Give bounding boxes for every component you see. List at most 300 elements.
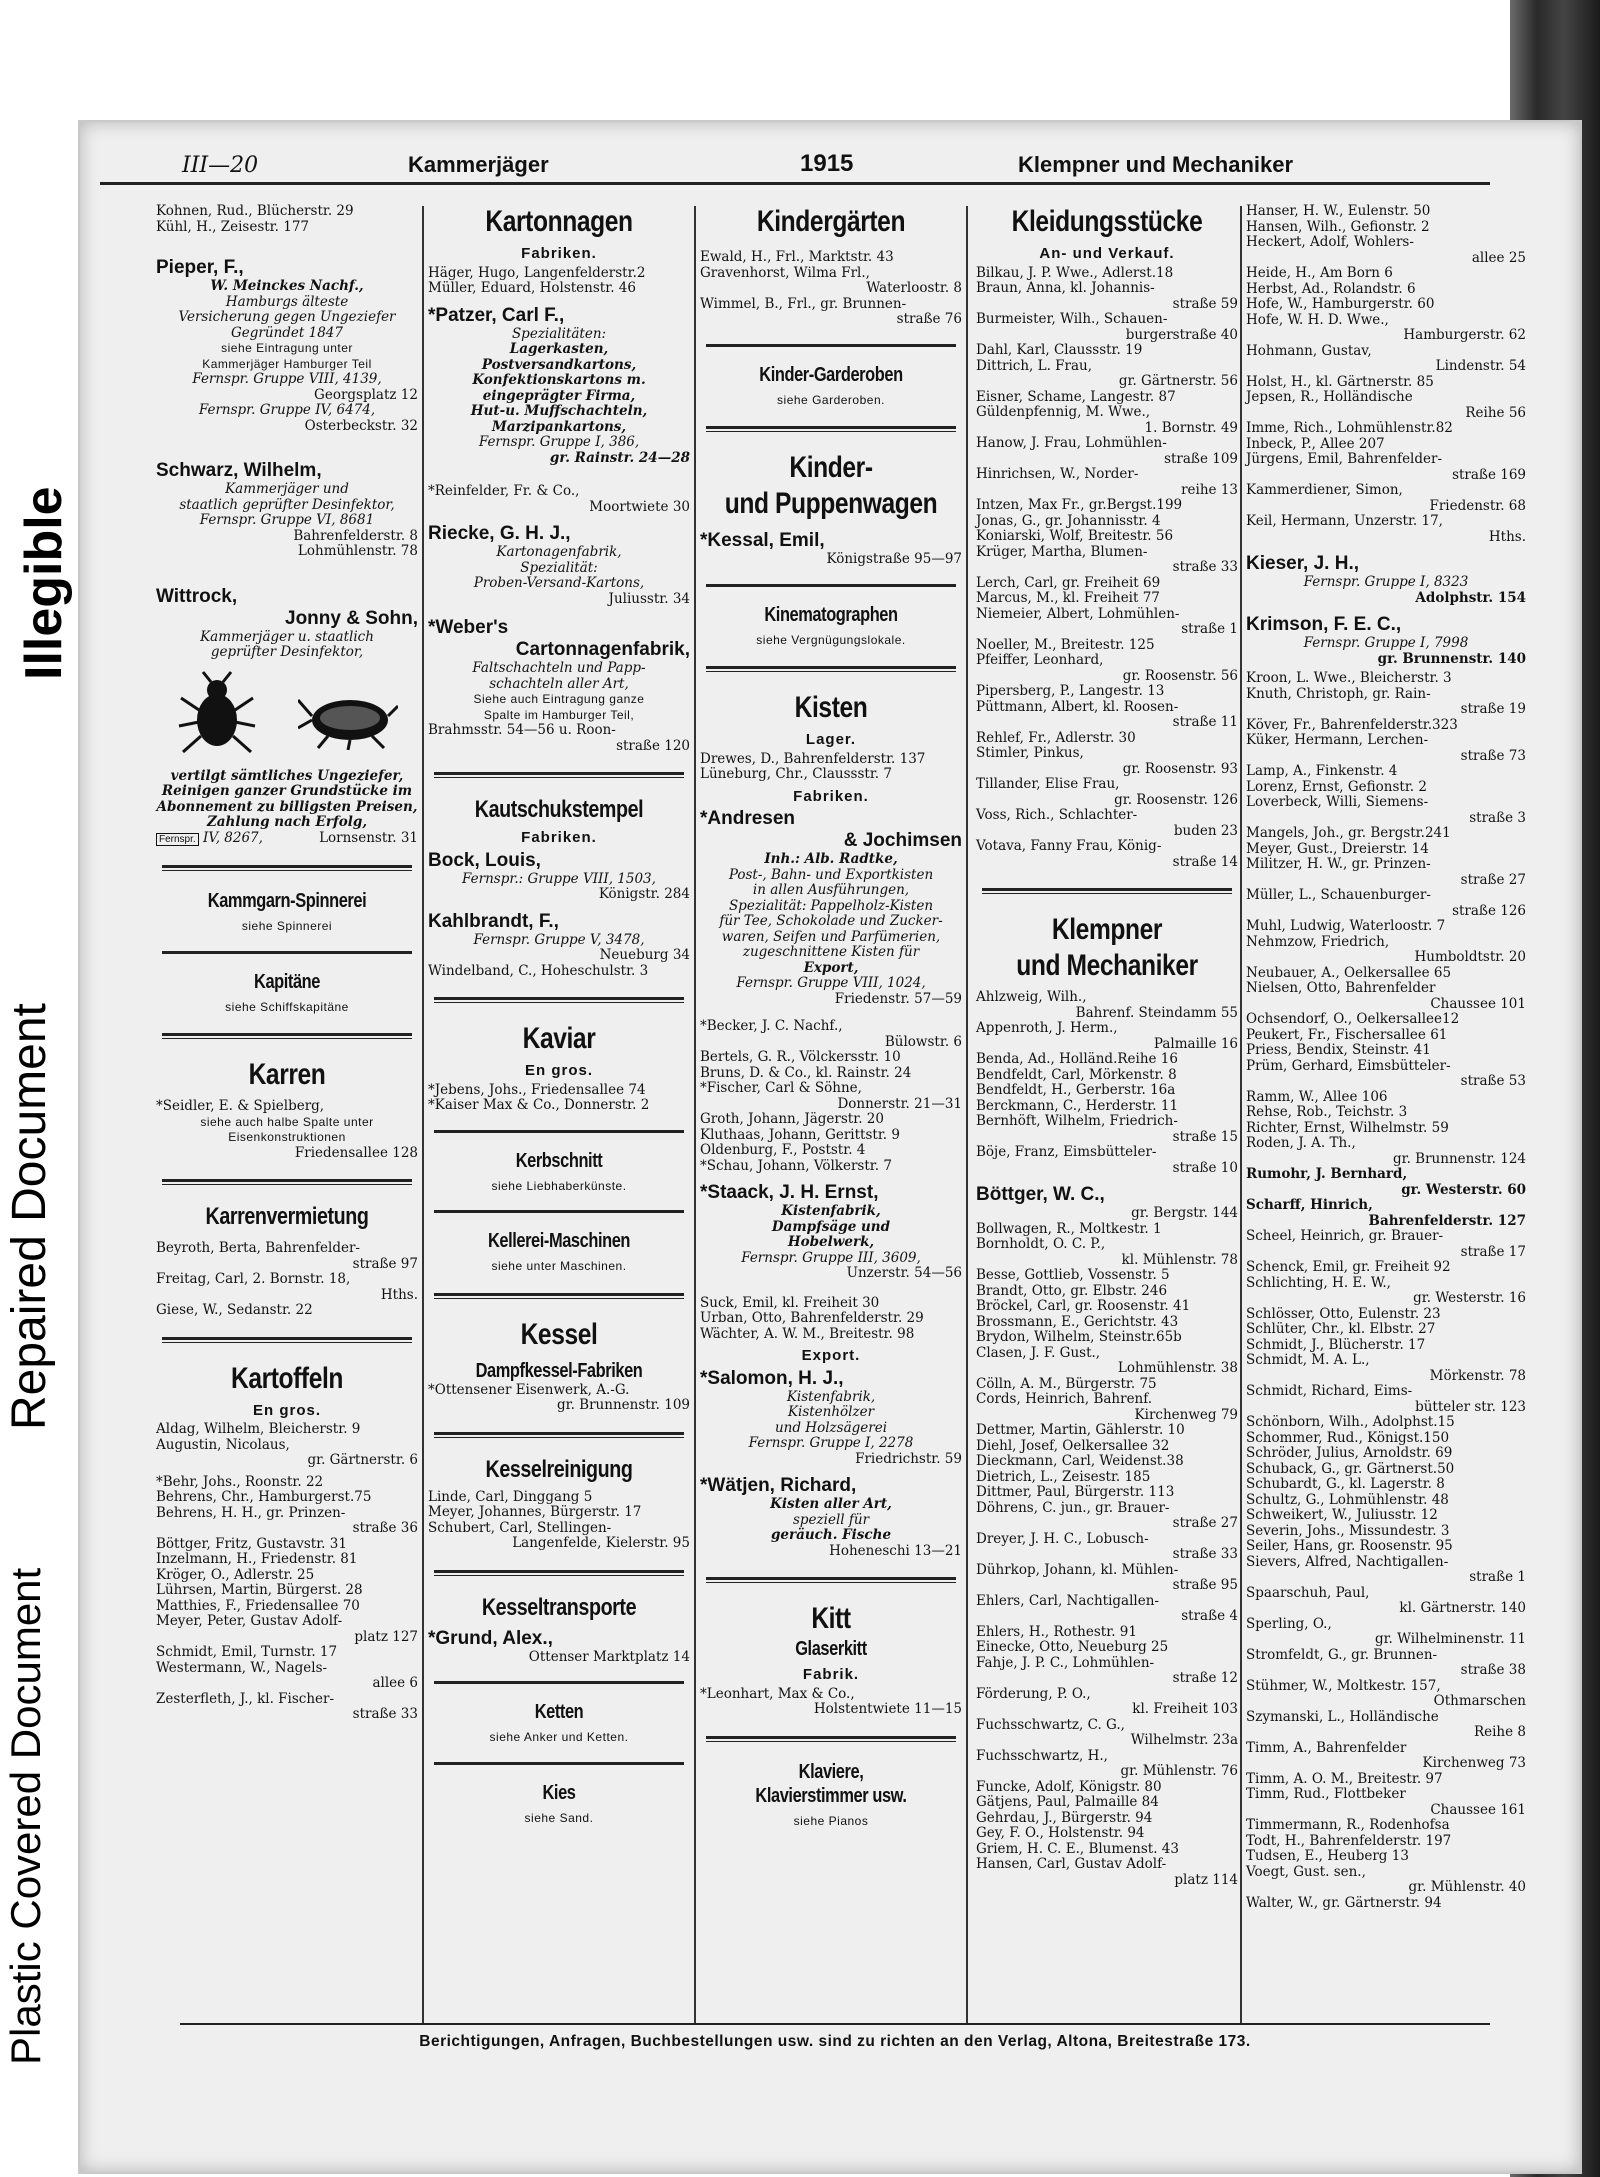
section-title-kellerei: Kellerei-Maschinen [487, 1230, 631, 1252]
listing-desc: Lagerkasten, [509, 341, 609, 357]
listing-line: straße 27 [1172, 1515, 1238, 1531]
listing-line: Tudsen, E., Heuberg 13 [1246, 1848, 1409, 1864]
listing-address: Brahmsstr. 54—56 u. Roon- [428, 722, 616, 738]
section-see: siehe Anker und Ketten. [489, 1730, 629, 1744]
listing-line: Schubardt, G., kl. Lagerstr. 8 [1246, 1476, 1445, 1492]
listing-line: Timm, Rud., Flottbeker [1246, 1786, 1406, 1802]
listing-line: Gehrdau, J., Bürgerstr. 94 [976, 1809, 1153, 1826]
listing-line: Schönborn, Wilh., Adolphst.15 [1246, 1414, 1455, 1430]
section-see: siehe Schiffskapitäne [225, 999, 349, 1014]
listing-see: Eisenkonstruktionen [228, 1130, 346, 1144]
listing-desc: Konfektionskartons m. [472, 372, 646, 388]
listing-line: platz 127 [354, 1628, 418, 1645]
listing-see: Kammerjäger Hamburger Teil [202, 356, 372, 371]
listing-address: Friedrichstr. 59 [855, 1450, 962, 1467]
section-title-kindergarderoben: Kinder-Garderoben [759, 363, 903, 386]
listing-line: Seiler, Hans, gr. Roosenstr. 95 [1246, 1538, 1453, 1554]
column-2 [428, 204, 690, 2026]
listing-desc: Abonnement zu billigsten Preisen, [156, 798, 418, 815]
beetle-icon [177, 670, 257, 760]
listing-line: Lindenstr. 54 [1435, 358, 1526, 374]
listing-desc: geprüfter Desinfektor, [210, 644, 364, 660]
listing-line: Bröckel, Carl, gr. Roosenstr. 41 [976, 1298, 1191, 1314]
listing-line: straße 97 [352, 1255, 418, 1272]
listing-address: straße 120 [616, 737, 690, 754]
section-title-kartoffeln: Kartoffeln [230, 1361, 344, 1395]
listing-desc: Kistenfabrik, [781, 1203, 881, 1219]
listing-line: reihe 13 [1181, 481, 1238, 498]
listing-name: *Andresen [700, 808, 796, 829]
listing-line: Lerch, Carl, gr. Freiheit 69 [976, 574, 1161, 591]
section-title-kinderwagen: Kinder- [789, 451, 873, 484]
listing-line: Mangels, Joh., gr. Bergstr.241 [1246, 825, 1451, 841]
section-title-kautschukstempel: Kautschukstempel [474, 796, 644, 823]
listing-line: straße 109 [1164, 450, 1238, 467]
listing-line: Beyroth, Berta, Bahrenfelder- [156, 1240, 360, 1256]
listing-line: allee 25 [1471, 249, 1526, 266]
listing-line: Inzelmann, H., Friedenstr. 81 [156, 1551, 358, 1567]
listing-name: Riecke, G. H. J., [428, 523, 571, 544]
listing-address: Lohmühlenstr. 78 [297, 543, 418, 559]
listing-line: Hamburgerstr. 62 [1403, 327, 1526, 343]
listing-line: Gravenhorst, Wilma Frl., [700, 264, 870, 281]
listing-line: Kirchenweg 79 [1134, 1406, 1238, 1423]
listing-name: Krimson, F. E. C., [1246, 614, 1402, 635]
listing-line: Neubauer, A., Oelkersallee 65 [1246, 964, 1452, 981]
listing-address: Adolphstr. 154 [1415, 589, 1526, 606]
listing-address: Königstr. 284 [598, 886, 690, 902]
listing-line: Püttmann, Albert, kl. Roosen- [976, 698, 1179, 715]
listing-line: straße 53 [1460, 1073, 1526, 1089]
listing-desc: Faltschachteln und Papp- [472, 660, 646, 676]
listing-line: straße 12 [1172, 1670, 1238, 1686]
listing-line: Reihe 8 [1473, 1724, 1526, 1740]
listing-line: Sievers, Alfred, Nachtigallen- [1246, 1553, 1449, 1570]
section-subtitle: Fabriken. [521, 829, 597, 846]
listing-line: Schommer, Rud., Königst.150 [1246, 1429, 1450, 1446]
listing-line: Cords, Heinrich, Bahrenf. [976, 1391, 1153, 1407]
listing-line: Scheel, Heinrich, gr. Brauer- [1246, 1228, 1444, 1244]
listing-desc: Hut-u. Muffschachteln, [470, 403, 648, 419]
listing-line: Jepsen, R., Holländische [1246, 389, 1413, 405]
listing-line: Szymanski, L., Holländische [1246, 1708, 1439, 1725]
listing-waetjen [700, 1475, 962, 1559]
listing-line: Gätjens, Paul, Palmaille 84 [976, 1794, 1159, 1810]
listing-line: Keil, Hermann, Unzerstr. 17, [1246, 513, 1443, 529]
listing-name: *Grund, Alex., [428, 1627, 553, 1649]
listing-line: Schlüter, Chr., kl. Elbstr. 27 [1246, 1321, 1436, 1337]
listing-line: Imme, Rich., Lohmühlenstr.82 [1246, 420, 1453, 436]
listing-desc: geräuch. Fische [770, 1527, 892, 1543]
listing-address: Hoheneschi 13—21 [829, 1542, 962, 1559]
listing-line: Votava, Fanny Frau, König- [976, 838, 1162, 854]
section-subtitle: Fabriken. [793, 787, 869, 805]
listing-line: kl. Freiheit 103 [1132, 1701, 1238, 1717]
listing-line: straße 19 [1460, 701, 1526, 717]
listing-line: allee 6 [372, 1675, 418, 1691]
listing-line: Besse, Gottlieb, Vossenstr. 5 [976, 1267, 1170, 1283]
listing-line: Pfeiffer, Leonhard, [976, 652, 1104, 668]
listing-line: Lamp, A., Finkenstr. 4 [1246, 763, 1398, 779]
listing-line: gr. Gärtnerstr. 56 [1118, 373, 1238, 389]
listing-line: Ramm, W., Allee 106 [1246, 1088, 1388, 1105]
listing-line: straße 33 [352, 1706, 418, 1722]
section-subtitle: Dampfkessel-Fabriken [475, 1359, 643, 1382]
listing-line: Stromfeldt, G., gr. Brunnen- [1246, 1646, 1438, 1663]
listing-line: gr. Roosenstr. 93 [1122, 760, 1238, 777]
listing-line: bütteler str. 123 [1415, 1398, 1526, 1415]
overlay-labels [0, 0, 80, 2177]
listing-line: straße 11 [1172, 714, 1238, 730]
section-see: siehe Pianos [793, 1813, 869, 1828]
listing-address: Königstraße 95—97 [826, 551, 962, 567]
listing-andresen [700, 808, 962, 1007]
listing-line: Bernhöft, Wilhelm, Friedrich- [976, 1113, 1178, 1129]
listing-line: gr. Roosenstr. 126 [1114, 791, 1238, 808]
listing-line: Schultz, G., Lohmühlenstr. 48 [1246, 1491, 1449, 1508]
listing-line: Dreyer, J. H. C., Lobusch- [976, 1530, 1149, 1547]
kisten-list-2 [700, 1296, 962, 1343]
listing-line: straße 15 [1172, 1128, 1238, 1145]
listing-line: Griem, H. C. E., Blumenst. 43 [976, 1840, 1179, 1857]
listing-phone: IV, 8267, [202, 829, 263, 846]
listing-line: Heckert, Adolf, Wohlers- [1246, 234, 1414, 250]
section-title-kies: Kies [542, 1781, 576, 1804]
listing-line: Intzen, Max Fr., gr.Bergst.199 [976, 497, 1183, 513]
listing-line: Holst, H., kl. Gärtnerstr. 85 [1246, 373, 1434, 390]
listing-line: Bendfeldt, H., Gerberstr. 16a [976, 1082, 1176, 1098]
listing-line: gr. Brunnenstr. 109 [556, 1397, 690, 1413]
listing-line: Bilkau, J. P. Wwe., Adlerst.18 [976, 264, 1174, 281]
listing-line: gr. Mühlenstr. 40 [1408, 1879, 1526, 1895]
listing-phone: Fernspr. Gruppe VIII, 4139, [192, 371, 382, 387]
footer-notice: Berichtigungen, Anfragen, Buchbestellungen usw. sind zu richten an den Verlag, Altona, Breitestraße 173. [180, 2023, 1490, 2051]
listing-desc: Export, [803, 959, 859, 976]
listing-line: Noeller, M., Breitestr. 125 [976, 636, 1155, 653]
section-rule [162, 1337, 412, 1343]
section-title-klempner: Klempner [1051, 913, 1163, 946]
listing-desc: eingeprägter Firma, [482, 387, 636, 404]
listing-line: Groth, Johann, Jägerstr. 20 [700, 1111, 884, 1127]
listing-line: Drewes, D., Bahrenfelderstr. 137 [700, 750, 926, 767]
listing-line: straße 33 [1172, 559, 1238, 575]
listing-line: Freitag, Carl, 2. Bornstr. 18, [156, 1271, 351, 1287]
listing-address: gr. Brunnenstr. 140 [1377, 650, 1526, 667]
listing-line: Wächter, A. W. M., Breitestr. 98 [700, 1325, 915, 1342]
listing-line: *Fischer, Carl & Söhne, [700, 1080, 862, 1096]
listing-desc: Spezialität: Pappelholz-Kisten [728, 897, 934, 914]
listing-line: Hofe, W., Hamburgerstr. 60 [1246, 296, 1435, 312]
listing-line: Severin, Johs., Missundestr. 3 [1246, 1522, 1450, 1539]
listing-line: *Seidler, E. & Spielberg, [156, 1098, 325, 1114]
section-rule [706, 426, 956, 432]
listing-line: Spaarschuh, Paul, [1246, 1584, 1370, 1601]
section-title-kinematographen: Kinematographen [764, 603, 898, 626]
listing-line: Berckmann, C., Herderstr. 11 [976, 1097, 1179, 1114]
listing-line: Schmidt, Richard, Eims- [1246, 1383, 1413, 1399]
listing-desc: Fernspr. Gruppe VI, 8681 [199, 512, 375, 528]
listing-line: Oldenburg, F., Poststr. 4 [700, 1142, 866, 1158]
listing-line: Meyer, Johannes, Bürgerstr. 17 [428, 1504, 642, 1520]
listing-line: Westermann, W., Nagels- [156, 1659, 328, 1676]
listing-line: gr. Roosenstr. 56 [1122, 667, 1238, 684]
listing-line: straße 14 [1172, 853, 1238, 870]
section-title-kartonnagen: Kartonnagen [485, 205, 633, 238]
section-title-kleidungsstuecke: Kleidungsstücke [1011, 205, 1203, 238]
section-rule [434, 1210, 684, 1213]
col5-list [1246, 204, 1526, 545]
listing-line: Einecke, Otto, Neueburg 25 [976, 1639, 1169, 1655]
listing-desc: Gegründet 1847 [231, 324, 343, 341]
listing-line: Bülowstr. 6 [884, 1033, 962, 1050]
listing-reinfelder [428, 484, 690, 515]
listing-desc: für Tee, Schokolade und Zucker- [719, 913, 943, 929]
listing-address: gr. Rainstr. 24—28 [549, 449, 690, 466]
listing-desc: zugeschnittene Kisten für [742, 944, 920, 960]
listing-line: Niemeier, Albert, Lohmühlen- [976, 605, 1180, 622]
cockroach-icon [298, 680, 398, 750]
listing-desc: waren, Seifen und Parfümerien, [721, 928, 941, 945]
listing-desc: Kammerjäger u. staatlich [200, 628, 374, 645]
section-see: siehe Garderoben. [777, 392, 885, 407]
listing-name: Schwarz, Wilhelm, [156, 460, 322, 481]
listing-line: Todt, H., Bahrenfelderstr. 197 [1246, 1832, 1452, 1849]
listing-phone: Fernspr.: Gruppe VIII, 1503, [462, 870, 656, 887]
listing-line: Dieckmann, Carl, Weidenst.38 [976, 1453, 1184, 1469]
listing-line: Wilhelmstr. 23a [1130, 1732, 1238, 1748]
listing-salomon [700, 1368, 962, 1468]
listing-address: Bahrenfelderstr. 8 [293, 527, 418, 544]
listing-see: Siehe auch Eintragung ganze [473, 692, 645, 706]
listing-desc: speziell für [792, 1511, 870, 1528]
listing-riecke [428, 523, 690, 607]
section-title-ketten: Ketten [534, 1701, 584, 1723]
listing-phone-line [156, 831, 418, 848]
listing-line: Lorenz, Ernst, Gefionstr. 2 [1246, 778, 1427, 795]
phone-stamp: Fernspr. [156, 833, 199, 846]
listing-line: Sperling, O., [1246, 1615, 1332, 1632]
listing-line: Küker, Hermann, Lerchen- [1246, 732, 1429, 748]
section-rule [706, 1577, 956, 1583]
section-rule [982, 888, 1232, 894]
listing-line: Wimmel, B., Frl., gr. Brunnen- [700, 295, 907, 312]
listing-line: Benda, Ad., Holländ.Reihe 16 [976, 1051, 1178, 1067]
section-title-kisten: Kisten [794, 691, 868, 724]
listing-line: Reihe 56 [1465, 404, 1526, 421]
listing-line: Lohmühlenstr. 38 [1117, 1360, 1238, 1376]
listing-line: kl. Gärtnerstr. 140 [1399, 1600, 1526, 1616]
overlay-label-repaired: Repaired Document [3, 1003, 56, 1430]
listing-name: *Kessal, Emil, [700, 530, 825, 551]
listing-line: Voss, Rich., Schlachter- [976, 807, 1138, 823]
listing-name: Kieser, J. H., [1246, 553, 1360, 574]
listing-patzer [428, 305, 690, 467]
listing-phone: Fernspr. Gruppe VIII, 1024, [736, 975, 926, 991]
listing-line: Schuback, G., gr. Gärtnerst.50 [1246, 1460, 1455, 1477]
listing-phone: Fernspr. Gruppe I, 386, [478, 434, 640, 450]
karrenvermietung-list [156, 1241, 418, 1319]
listing-line: Schweikert, W., Juliusstr. 12 [1246, 1507, 1438, 1523]
section-rule [162, 1033, 412, 1039]
column-3 [700, 204, 962, 2026]
listing-line: Ehlers, H., Rothestr. 91 [976, 1623, 1137, 1640]
listing-desc: Hobelwerk, [787, 1234, 875, 1250]
listing-line: Chaussee 101 [1430, 995, 1526, 1012]
listing-line: Lührsen, Martin, Bürgerst. 28 [156, 1582, 363, 1598]
listing-line: Urban, Otto, Bahrenfelderstr. 29 [700, 1310, 924, 1326]
listing-line: *Jebens, Johs., Friedensallee 74 [428, 1081, 646, 1098]
listing-line: Schmidt, M. A. L., [1246, 1352, 1370, 1368]
listing-line: Behrens, Chr., Hamburgerst.75 [156, 1489, 372, 1505]
listing-line: Schenck, Emil, gr. Freiheit 92 [1246, 1259, 1451, 1275]
listing-line: *Behr, Johs., Roonstr. 22 [156, 1473, 324, 1490]
listing-line: Humboldtstr. 20 [1414, 949, 1526, 965]
section-title-kitt: Kitt [811, 1602, 851, 1635]
listing-line: Lüneburg, Chr., Claussstr. 7 [700, 766, 892, 782]
listing-line: Hanser, H. W., Eulenstr. 50 [1246, 203, 1431, 219]
listing-desc: Post-, Bahn- und Exportkisten [728, 866, 934, 883]
listing-schwarz [156, 460, 418, 560]
listing-line: Knuth, Christoph, gr. Rain- [1246, 685, 1431, 702]
section-title-kesseltransporte: Kesseltransporte [481, 1593, 637, 1621]
listing-name: & Jochimsen [843, 830, 962, 851]
listing-line: Hansen, Wilh., Gefionstr. 2 [1246, 218, 1430, 235]
listing-desc: Dampfsäge und [771, 1218, 891, 1235]
listing-line: platz 114 [1174, 1871, 1238, 1888]
section-title-kerbschnitt: Kerbschnitt [515, 1149, 603, 1172]
listing-line: Priess, Bendix, Steinstr. 41 [1246, 1042, 1431, 1058]
listing-line: Eisner, Schame, Langestr. 87 [976, 388, 1176, 405]
listing-line: Tillander, Elise Frau, [976, 776, 1120, 792]
listing-address: Bahrenfelderstr. 127 [1368, 1212, 1526, 1229]
section-rule [434, 1681, 684, 1684]
listing-line: Müller, Eduard, Holstenstr. 46 [428, 280, 636, 296]
listing-line: burgerstraße 40 [1125, 326, 1238, 343]
column-5 [1246, 204, 1526, 2026]
listing-name: *Patzer, Carl F., [428, 304, 565, 326]
listing-line: Krüger, Martha, Blumen- [976, 543, 1148, 560]
listing-line: Meyer, Gust., Dreierstr. 14 [1246, 840, 1429, 857]
listing-line: kl. Mühlenstr. 78 [1121, 1251, 1238, 1268]
listing-line: Braun, Anna, kl. Johannis- [976, 280, 1155, 296]
page-number: III—20 [182, 153, 259, 178]
section-title-klempner: und Mechaniker [1016, 949, 1198, 982]
listing-line: Kirchenweg 73 [1422, 1755, 1526, 1771]
listing-name: Bock, Louis, [428, 849, 541, 871]
overlay-label-plastic: Plastic Covered Document [2, 1567, 49, 2065]
listing-line: Fuchsschwartz, C. G., [976, 1716, 1125, 1733]
section-subtitle: En gros. [524, 1062, 593, 1079]
listing-line: Bornholdt, O. C. P., [976, 1236, 1106, 1252]
listing-line: Burmeister, Wilh., Schauen- [976, 311, 1168, 327]
listing-line: Diehl, Josef, Oelkersallee 32 [976, 1437, 1170, 1454]
listing-line: Böje, Franz, Eimsbütteler- [976, 1144, 1157, 1160]
section-title-klaviere: Klaviere, [798, 1760, 864, 1783]
column-1 [156, 204, 418, 2026]
listing-line: straße 169 [1452, 466, 1526, 483]
listing-phone: Fernspr. Gruppe III, 3609, [741, 1249, 921, 1266]
column-divider [422, 206, 424, 2024]
listing-line: Peukert, Fr., Fischersallee 61 [1246, 1026, 1448, 1043]
section-rule [706, 344, 956, 347]
listing-line: straße 10 [1172, 1159, 1238, 1176]
listing-line: Häger, Hugo, Langenfelderstr.2 [428, 264, 646, 281]
section-rule [706, 666, 956, 672]
section-rule [162, 951, 412, 954]
listing-line: Loverbeck, Willi, Siemens- [1246, 794, 1429, 810]
listing-line: Nielsen, Otto, Bahrenfelder [1246, 980, 1436, 996]
listing-address: gr. Bergstr. 144 [1131, 1205, 1238, 1221]
listing-line: Cölln, A. M., Bürgerstr. 75 [976, 1375, 1157, 1392]
listing-line: Fuchsschwartz, H., [976, 1747, 1108, 1764]
listing-line: gr. Wilhelminenstr. 11 [1374, 1631, 1526, 1647]
listing-line: Prüm, Gerhard, Eimsbütteler- [1246, 1057, 1451, 1074]
listing-line: Voegt, Gust. sen., [1246, 1863, 1366, 1880]
listing-name: Kahlbrandt, F., [428, 910, 559, 932]
listing-name: Böttger, W. C., [976, 1184, 1105, 1205]
section-rule [434, 1293, 684, 1299]
column-divider [966, 206, 968, 2024]
listing-desc: Spezialität: [520, 559, 598, 576]
listing-address: gr. Westerstr. 60 [1401, 1181, 1526, 1198]
listing-line: Kluthaas, Johann, Gerittstr. 9 [700, 1126, 900, 1143]
listing-line: Linde, Carl, Dinggang 5 [428, 1488, 593, 1505]
listing-line: gr. Brunnenstr. 124 [1392, 1150, 1526, 1167]
section-see: siehe Liebhaberkünste. [491, 1178, 627, 1193]
section-see: siehe Spinnerei [241, 919, 333, 933]
listing-line: Timmermann, R., Rodenhofsa [1246, 1817, 1450, 1833]
section-title-kapitaene: Kapitäne [254, 970, 320, 993]
col5-list-3 [1246, 1229, 1526, 1911]
listing-line: Koniarski, Wolf, Breitestr. 56 [976, 528, 1174, 544]
listing-line: *Becker, J. C. Nachf., [700, 1018, 843, 1034]
header-year: 1915 [800, 150, 854, 177]
listing-line: Stimler, Pinkus, [976, 745, 1084, 761]
listing-address: Neueburg 34 [599, 947, 690, 963]
listing-see: siehe auch halbe Spalte unter [200, 1114, 374, 1129]
listing-address: Unzerstr. 54—56 [846, 1265, 962, 1281]
listing-line: Ochsendorf, O., Oelkersallee12 [1246, 1011, 1460, 1027]
listing-line: Walter, W., gr. Gärtnerstr. 94 [1246, 1894, 1442, 1911]
listing-see: siehe Eintragung unter [221, 341, 353, 355]
listing-name: *Salomon, H. J., [700, 1367, 844, 1389]
listing-phone: Fernspr. Gruppe I, 8323 [1303, 574, 1469, 590]
column-4 [976, 204, 1238, 2026]
listing-line: Mörkenstr. 78 [1429, 1367, 1526, 1384]
listing-firm: W. Meinckes Nachf., [210, 278, 364, 294]
listing-desc: Inh.: Alb. Radtke, [764, 851, 898, 867]
listing-line: Othmarschen [1433, 1693, 1526, 1709]
listing-address: Juliusstr. 34 [608, 590, 690, 607]
listing-line: Hths. [1488, 528, 1526, 545]
listing-name: Wittrock, [156, 585, 238, 607]
listing-line: Bollwagen, R., Moltkestr. 1 [976, 1220, 1162, 1237]
listing-line: Stühmer, W., Moltkestr. 157, [1246, 1677, 1441, 1694]
listing-line: straße 1 [1469, 1569, 1526, 1585]
listing-name: Jonny & Sohn, [285, 607, 418, 629]
listing-address: Osterbeckstr. 32 [304, 417, 418, 434]
section-rule [434, 1432, 684, 1438]
section-see: siehe unter Maschinen. [491, 1259, 627, 1273]
listing-desc: und Holzsägerei [774, 1419, 888, 1436]
listing-line: Militzer, H. W., gr. Prinzen- [1246, 856, 1431, 872]
listing-line: Kammerdiener, Simon, [1246, 482, 1403, 498]
listing-line: Bahrenf. Steindamm 55 [1075, 1004, 1238, 1021]
listing-line: Moortwiete 30 [589, 498, 690, 515]
listing-staack [700, 1182, 962, 1282]
listing-line: Giese, W., Sedanstr. 22 [156, 1302, 313, 1318]
klempner-list [976, 990, 1238, 1176]
